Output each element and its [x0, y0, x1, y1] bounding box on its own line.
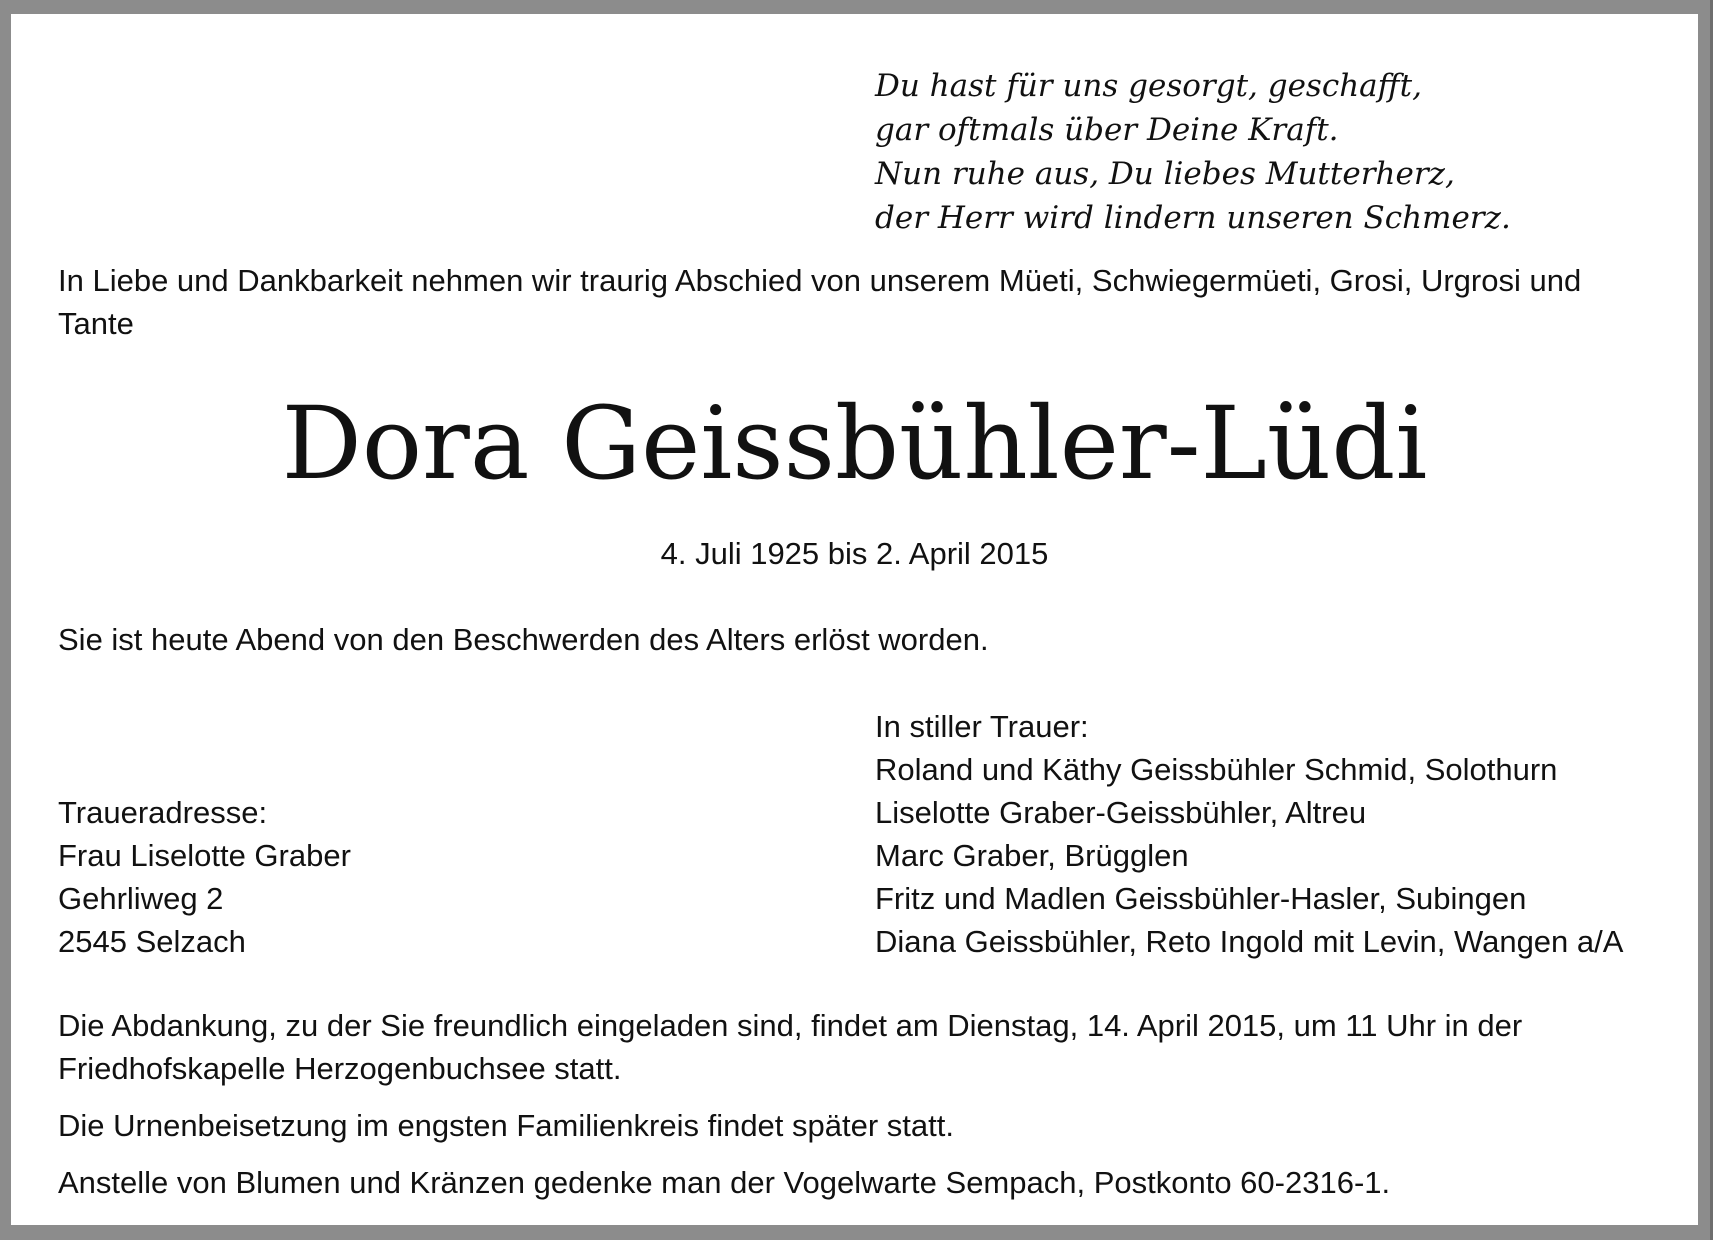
- donation-text: Anstelle von Blumen und Kränzen gedenke man der Vogelwarte Sempach, Postkonto 60-2316-1.: [58, 1165, 1391, 1200]
- life-dates: 4. Juli 1925 bis 2. April 2015: [660, 536, 1049, 571]
- mourner-entry: Liselotte Graber-Geissbühler, Altreu: [875, 795, 1367, 830]
- address-city: 2545 Selzach: [58, 924, 246, 959]
- mourners-heading: In stiller Trauer:: [875, 709, 1089, 744]
- deceased-name: Dora Geissbühler-Lüdi: [281, 385, 1428, 502]
- verse-line: der Herr wird lindern unseren Schmerz.: [875, 200, 1511, 236]
- mourners-list: [875, 705, 1623, 963]
- mourner-entry: Marc Graber, Brügglen: [875, 838, 1189, 873]
- mourning-address: [58, 791, 351, 963]
- funeral-text: Die Abdankung, zu der Sie freundlich eingeladen sind, findet am Dienstag, 14. April 2015, um 11 Uhr in der Friedhofskapelle Herzogenbuchsee statt.: [58, 1008, 1523, 1086]
- mourner-entry: Fritz und Madlen Geissbühler-Hasler, Subingen: [875, 881, 1527, 916]
- mourner-entry: Diana Geissbühler, Reto Ingold mit Levin, Wangen a/A: [875, 924, 1624, 959]
- verse-line: Nun ruhe aus, Du liebes Mutterherz,: [875, 156, 1455, 192]
- intro-text: In Liebe und Dankbarkeit nehmen wir traurig Abschied von unserem Müeti, Schwiegermüeti, Grosi, Urgrosi und Tante: [58, 263, 1582, 341]
- address-label: Traueradresse:: [58, 795, 268, 830]
- released-text: Sie ist heute Abend von den Beschwerden des Alters erlöst worden.: [58, 622, 989, 657]
- urn-burial-text: Die Urnenbeisetzung im engsten Familienkreis findet später statt.: [58, 1108, 954, 1143]
- verse-line: Du hast für uns gesorgt, geschafft,: [875, 68, 1422, 104]
- obituary-notice: [11, 14, 1698, 1225]
- memorial-verse: [875, 64, 1511, 240]
- verse-line: gar oftmals über Deine Kraft.: [875, 112, 1339, 148]
- address-recipient: Frau Liselotte Graber: [58, 838, 351, 873]
- address-street: Gehrliweg 2: [58, 881, 224, 916]
- mourner-entry: Roland und Käthy Geissbühler Schmid, Solothurn: [875, 752, 1558, 787]
